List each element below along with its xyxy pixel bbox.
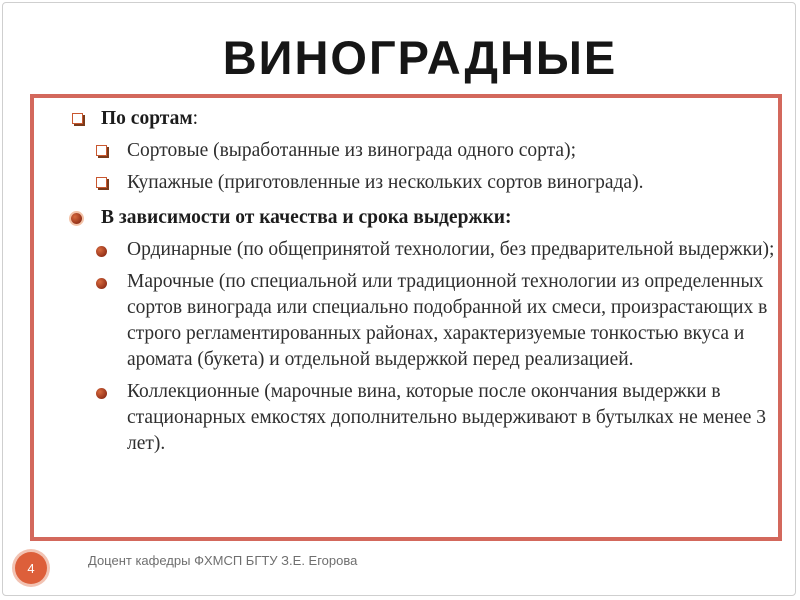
list-item xyxy=(67,170,783,196)
list-item-text: В зависимости от качества и срока выдержки: xyxy=(101,207,512,228)
list-item xyxy=(67,205,783,231)
checkbox-bullet-icon xyxy=(72,113,83,124)
list-item xyxy=(67,379,783,457)
content-frame xyxy=(30,94,782,541)
list-item xyxy=(67,106,783,132)
list-item-suffix: : xyxy=(192,108,199,129)
bullet-list xyxy=(67,106,783,457)
list-item-text: Марочные (по специальной или традиционной технологии из определенных сортов винограда или специально подобранной их смеси, произрастающих в строго регламентированных районах, характеризуемые тонкостью вкуса и аромата (букета) и отдельной выдержкой перед реализацией. xyxy=(127,271,768,370)
list-item-text: Ординарные (по общепринятой технологии, без предварительной выдержки); xyxy=(127,239,775,260)
page-number-badge xyxy=(15,552,47,584)
circle-bullet-icon xyxy=(96,278,107,289)
footer-author: Доцент кафедры ФХМСП БГТУ З.Е. Егорова xyxy=(88,553,358,568)
list-item-text: Коллекционные (марочные вина, которые после окончания выдержки в стационарных емкостях дополнительно выдерживают в бутылках не менее 3 лет). xyxy=(127,381,766,454)
list-item-text: По сортам xyxy=(101,108,193,129)
slide-title: ВИНОГРАДНЫЕ xyxy=(222,31,618,84)
circle-bullet-icon xyxy=(96,246,107,257)
list-item-text: Сортовые (выработанные из винограда одного сорта); xyxy=(127,140,576,161)
checkbox-bullet-icon xyxy=(96,177,107,188)
page-number: 4 xyxy=(27,560,35,576)
list-item xyxy=(67,237,783,263)
circle-bullet-icon xyxy=(96,388,107,399)
circle-bullet-icon xyxy=(71,213,82,224)
list-item-text: Купажные (приготовленные из нескольких сортов винограда). xyxy=(127,172,644,193)
checkbox-bullet-icon xyxy=(96,145,107,156)
list-item xyxy=(67,138,783,164)
list-item xyxy=(67,269,783,373)
